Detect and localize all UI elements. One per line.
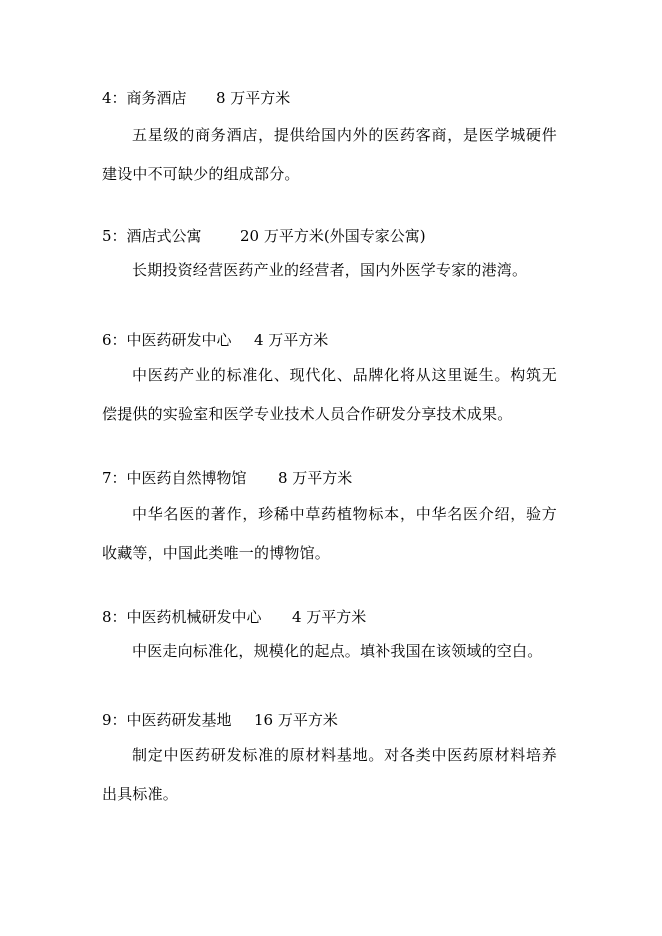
section-title: 7：中医药自然博物馆 [102,469,247,487]
section-description: 长期投资经营医药产业的经营者，国内外医学专家的港湾。 [132,261,528,279]
section-area: 4 万平方米 [254,331,329,349]
section-area: 20 万平方米(外国专家公寓) [240,227,426,245]
section-description: 五星级的商务酒店，提供给国内外的医药客商，是医学城硬件建设中不可缺少的组成部分。 [102,126,557,183]
section-description: 制定中医药研发标准的原材料基地。对各类中医药原材料培养出具标准。 [102,746,557,803]
section-title: 5：酒店式公寓 [102,227,202,245]
section-area: 16 万平方米 [254,711,338,729]
section-heading [102,330,329,350]
section-heading [102,88,291,108]
section-title: 8：中医药机械研发中心 [102,608,262,626]
section-description: 中医药产业的标准化、现代化、品牌化将从这里诞生。构筑无偿提供的实验室和医学专业技术人员合作研发分享技术成果。 [102,366,557,423]
section-area: 8 万平方米 [278,469,353,487]
section-area: 4 万平方米 [292,608,367,626]
section-heading [102,710,338,730]
section-heading [102,468,353,488]
section-title: 4：商务酒店 [102,89,187,107]
section-description: 中医走向标准化，规模化的起点。填补我国在该领域的空白。 [132,642,543,660]
section-heading [102,226,426,246]
section-area: 8 万平方米 [216,89,291,107]
section-heading [102,607,367,627]
section-description: 中华名医的著作，珍稀中草药植物标本，中华名医介绍，验方收藏等，中国此类唯一的博物馆。 [102,505,557,562]
section-title: 9：中医药研发基地 [102,711,232,729]
section-title: 6：中医药研发中心 [102,331,232,349]
